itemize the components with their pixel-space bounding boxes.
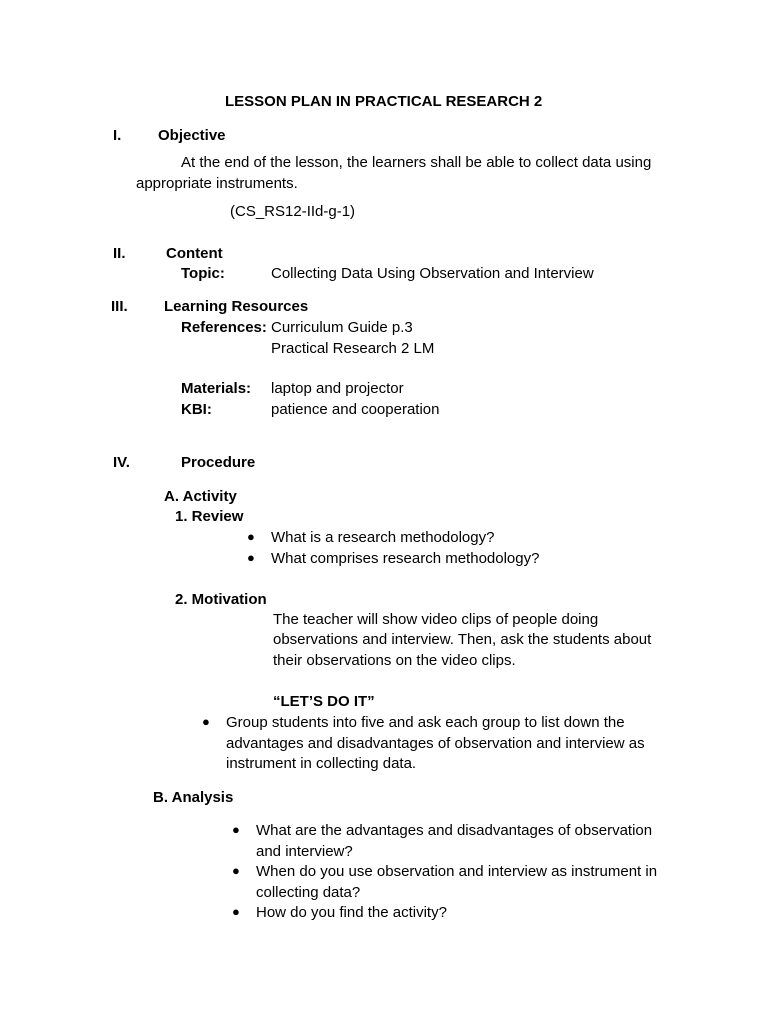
analysis-item-line: What are the advantages and disadvantages of observation <box>256 822 653 839</box>
review-item: What is a research methodology? <box>271 529 495 546</box>
competency-code: (CS_RS12-IId-g-1) <box>230 203 356 220</box>
bullet-icon: ● <box>202 714 210 729</box>
section-numeral-content: II. <box>113 245 126 262</box>
review-item: What comprises research methodology? <box>271 550 540 567</box>
lets-do-it-text-line: instrument in collecting data. <box>226 755 417 772</box>
bullet-icon: ● <box>232 904 240 919</box>
kbi-label: KBI: <box>181 401 212 418</box>
kbi-value: patience and cooperation <box>271 401 440 418</box>
section-heading-objective: Objective <box>158 127 226 144</box>
objective-text-line-1: At the end of the lesson, the learners shall be able to collect data using <box>181 154 652 171</box>
section-numeral-resources: III. <box>111 298 128 315</box>
bullet-icon: ● <box>232 863 240 878</box>
section-heading-procedure: Procedure <box>181 454 256 471</box>
analysis-item-line: and interview? <box>256 843 353 860</box>
bullet-icon: ● <box>232 822 240 837</box>
motivation-text-line: The teacher will show video clips of people doing <box>273 611 599 628</box>
analysis-heading: B. Analysis <box>153 789 234 806</box>
analysis-item-line: How do you find the activity? <box>256 904 447 921</box>
review-heading: 1. Review <box>175 508 244 525</box>
section-heading-resources: Learning Resources <box>164 298 309 315</box>
materials-value: laptop and projector <box>271 380 404 397</box>
bullet-icon: ● <box>247 529 255 544</box>
section-numeral-procedure: IV. <box>113 454 130 471</box>
bullet-icon: ● <box>247 550 255 565</box>
motivation-text-line: their observations on the video clips. <box>273 652 516 669</box>
references-label: References: <box>181 319 267 336</box>
motivation-heading: 2. Motivation <box>175 591 267 608</box>
lets-do-it-heading: “LET’S DO IT” <box>273 693 375 710</box>
motivation-text-line: observations and interview. Then, ask the students about <box>273 631 652 648</box>
analysis-item-line: collecting data? <box>256 884 361 901</box>
page-title: LESSON PLAN IN PRACTICAL RESEARCH 2 <box>225 93 543 110</box>
topic-label: Topic: <box>181 265 225 282</box>
topic-value: Collecting Data Using Observation and Interview <box>271 265 594 282</box>
activity-heading: A. Activity <box>164 488 237 505</box>
section-heading-content: Content <box>166 245 223 262</box>
objective-text-line-2: appropriate instruments. <box>136 175 298 192</box>
materials-label: Materials: <box>181 380 252 397</box>
section-numeral-objective: I. <box>113 127 122 144</box>
lets-do-it-text-line: Group students into five and ask each group to list down the <box>226 714 625 731</box>
lets-do-it-text-line: advantages and disadvantages of observation and interview as <box>226 735 645 752</box>
reference-item-1: Curriculum Guide p.3 <box>271 319 413 336</box>
reference-item-2: Practical Research 2 LM <box>271 340 435 357</box>
analysis-item-line: When do you use observation and interview as instrument in <box>256 863 658 880</box>
